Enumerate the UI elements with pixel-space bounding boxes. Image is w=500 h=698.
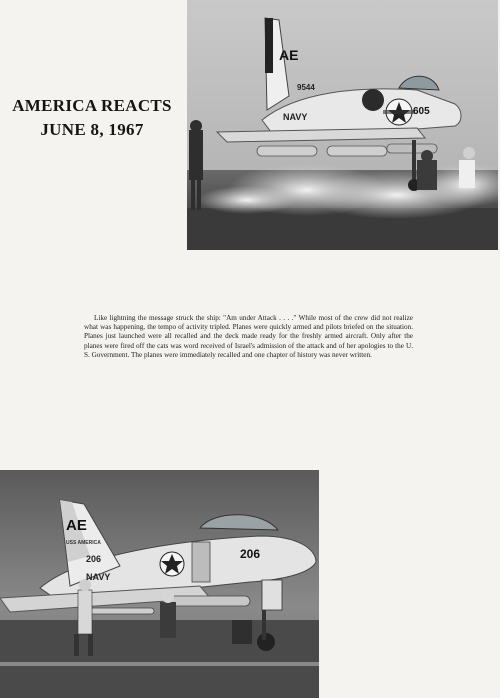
top-nose-number: 605 bbox=[413, 106, 430, 117]
top-serial: 9544 bbox=[297, 83, 315, 92]
phantom-deck-photo bbox=[0, 470, 319, 698]
title-line-2: JUNE 8, 1967 bbox=[40, 120, 144, 139]
bottom-ship-name: USS AMERICA bbox=[66, 540, 101, 546]
article-paragraph: Like lightning the message struck the ship: "Am under Attack . . . ." While most of the crew did not realize what was happening, the tempo of activity tripled. Planes were quickly armed and pilots briefed on the situation. Planes just launched were all recalled and the deck made ready for the freshly armed aircraft. Only after the planes were fired off the cats was word received of Israel's admission of the attack and of her apologies to the U. S. Government. The planes were immediately recalled and one chapter of history was never written. bbox=[84, 314, 413, 359]
title-line-1: AMERICA REACTS bbox=[12, 96, 172, 115]
skyhawk-photo-image bbox=[187, 0, 498, 250]
top-fuselage-text: NAVY bbox=[283, 112, 308, 122]
bottom-tail-number: 206 bbox=[86, 554, 102, 564]
page-title bbox=[8, 94, 176, 142]
phantom-photo-image bbox=[0, 470, 319, 698]
bottom-fuselage-text: NAVY bbox=[86, 572, 111, 582]
bottom-nose-number: 206 bbox=[240, 547, 261, 561]
top-tail-code: AE bbox=[279, 47, 299, 63]
bottom-tail-code: AE bbox=[66, 517, 87, 534]
skyhawk-catapult-photo bbox=[187, 0, 498, 250]
